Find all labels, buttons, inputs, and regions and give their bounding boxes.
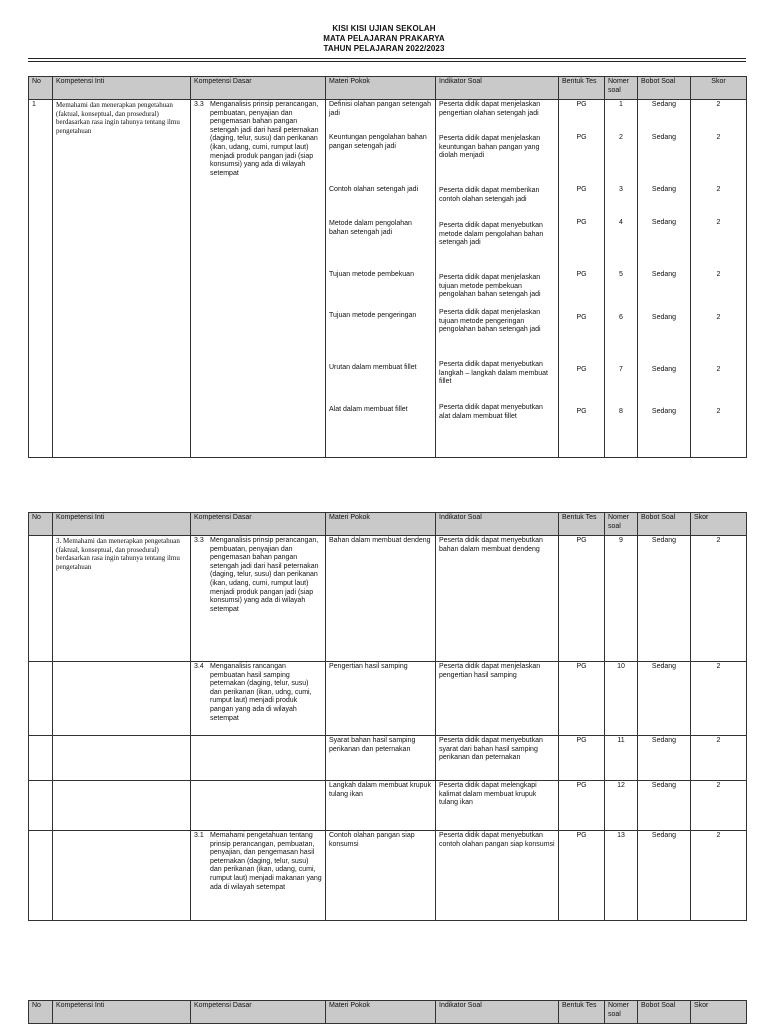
materi-item: Keuntungan pengolahan bahan pangan setengah jadi	[329, 134, 427, 150]
col-materi-pokok: Materi Pokok	[326, 1001, 436, 1024]
col-materi-pokok: Materi Pokok	[326, 77, 436, 100]
nomor-item: 2	[619, 134, 623, 141]
indikator-item: Peserta didik dapat menjelaskan tujuan metode pembekuan pengolahan bahan setengah jadi	[439, 274, 541, 299]
skor-value: 2	[691, 662, 747, 736]
kompetensi-dasar-cell	[191, 736, 326, 781]
indikator-item: Peserta didik dapat menjelaskan tujuan metode pengeringan pengolahan bahan setengah jadi	[439, 309, 541, 334]
materi-item: Tujuan metode pengeringan	[329, 312, 417, 319]
kompetensi-inti-text	[53, 781, 191, 831]
bentuk-value: PG	[559, 831, 605, 921]
col-bentuk-tes: Bentuk Tes	[559, 1001, 605, 1024]
nomor-item: 5	[619, 271, 623, 278]
header-subject: MATA PELAJARAN PRAKARYA	[323, 34, 445, 43]
bobot-item: Sedang	[651, 219, 677, 226]
kd-number: 3.3	[194, 101, 204, 108]
table-row	[29, 536, 747, 662]
bentuk-item: PG	[576, 408, 587, 415]
bobot-item: Sedang	[651, 101, 677, 108]
grid-table-1	[28, 76, 747, 458]
col-bentuk-tes: Bentuk Tes	[559, 77, 605, 100]
indikator-text: Peserta didik dapat menyebutkan bahan dalam membuat dendeng	[436, 536, 559, 662]
col-kompetensi-dasar: Kompetensi Dasar	[191, 1001, 326, 1024]
col-no: No	[29, 77, 53, 100]
col-no: No	[29, 1001, 53, 1024]
col-bobot-soal: Bobot Soal	[638, 513, 691, 536]
kompetensi-dasar-cell	[191, 662, 326, 736]
indikator-text: Peserta didik dapat menyebutkan contoh olahan pangan siap konsumsi	[436, 831, 559, 921]
kd-text: Menganalisis prinsip perancangan, pembuatan, penyajian dan pengemasan bahan pangan setengah jadi dari hasil peternakan (daging, telur, susu) dan perikanan (ikan, udang, cumi, rumput laut) menjadi produk pangan jadi (siap konsumsi) yang ada di wilayah setempat	[210, 537, 319, 613]
col-bobot-soal: Bobot Soal	[638, 77, 691, 100]
bentuk-value: PG	[559, 736, 605, 781]
kompetensi-dasar-cell	[191, 536, 326, 662]
header-rule-bottom	[28, 61, 746, 62]
kompetensi-inti-text	[53, 736, 191, 781]
col-indikator-soal: Indikator Soal	[436, 1001, 559, 1024]
skor-item: 2	[716, 271, 721, 278]
kompetensi-dasar-cell	[191, 831, 326, 921]
kompetensi-inti-text	[53, 662, 191, 736]
bentuk-value: PG	[559, 781, 605, 831]
bentuk-item: PG	[576, 186, 587, 193]
nomor-item: 3	[619, 186, 623, 193]
indikator-item: Peserta didik dapat menjelaskan pengertian olahan setengah jadi	[439, 101, 541, 117]
bobot-item: Sedang	[651, 366, 677, 373]
materi-text: Syarat bahan hasil samping perikanan dan peternakan	[326, 736, 436, 781]
skor-item: 2	[716, 219, 721, 226]
header-year: TAHUN PELAJARAN 2022/2023	[323, 44, 445, 53]
col-skor: Skor	[691, 513, 747, 536]
materi-item: Definisi olahan pangan setengah jadi	[329, 101, 431, 117]
row-number: 1	[29, 100, 53, 458]
materi-stack	[326, 100, 436, 458]
bobot-item: Sedang	[651, 314, 677, 321]
kd-number: 3.3	[194, 537, 204, 544]
indikator-item: Peserta didik dapat menyebutkan alat dalam membuat fillet	[439, 404, 543, 420]
col-nomer-soal: Nomer soal	[605, 1001, 638, 1024]
col-kompetensi-inti: Kompetensi Inti	[53, 1001, 191, 1024]
nomor-value: 12	[605, 781, 638, 831]
materi-text: Pengertian hasil samping	[326, 662, 436, 736]
kd-text: Memahami pengetahuan tentang prinsip perancangan, pembuatan, penyajian, dan pengemasan hasil peternakan (daging, telur, susu) dan perikanan (ikan, udang, cumi, rumput laut) menjadi makanan yang ada di wilayah setempat	[210, 832, 322, 891]
col-nomer-soal: Nomer soal	[605, 77, 638, 100]
skor-item: 2	[716, 186, 721, 193]
col-kompetensi-dasar: Kompetensi Dasar	[191, 513, 326, 536]
skor-item: 2	[716, 314, 721, 321]
col-kompetensi-dasar: Kompetensi Dasar	[191, 77, 326, 100]
materi-text: Langkah dalam membuat krupuk tulang ikan	[326, 781, 436, 831]
col-indikator-soal: Indikator Soal	[436, 77, 559, 100]
table-row	[29, 100, 747, 458]
indikator-text: Peserta didik dapat menjelaskan pengertian hasil samping	[436, 662, 559, 736]
skor-item: 2	[716, 408, 721, 415]
bentuk-item: PG	[576, 271, 587, 278]
indikator-text: Peserta didik dapat melengkapi kalimat dalam membuat krupuk tulang ikan	[436, 781, 559, 831]
materi-item: Metode dalam pengolahan bahan setengah jadi	[329, 220, 412, 236]
materi-item: Contoh olahan setengah jadi	[329, 186, 419, 193]
kd-number: 3.1	[194, 832, 204, 839]
bobot-value: Sedang	[638, 536, 691, 662]
nomor-item: 8	[619, 408, 623, 415]
indikator-item: Peserta didik dapat menyebutkan langkah – langkah dalam membuat fillet	[439, 361, 548, 386]
grid-table-2	[28, 512, 747, 921]
nomor-item: 1	[619, 101, 623, 108]
table-row	[29, 831, 747, 921]
nomor-item: 6	[619, 314, 623, 321]
bobot-value: Sedang	[638, 662, 691, 736]
bentuk-stack	[559, 100, 605, 458]
indikator-stack	[436, 100, 559, 458]
skor-stack	[691, 100, 747, 458]
nomor-value: 9	[605, 536, 638, 662]
header-rule-top	[28, 58, 746, 59]
bentuk-item: PG	[576, 366, 587, 373]
table-header-row	[29, 1001, 747, 1024]
bentuk-item: PG	[576, 219, 587, 226]
bobot-value: Sedang	[638, 831, 691, 921]
kompetensi-dasar-cell	[191, 100, 326, 458]
kompetensi-inti-text: 3. Memahami dan menerapkan pengetahuan (faktual, konseptual, dan prosedural) berdasarkan rasa ingin tahunya tentang ilmu pengetahuan	[53, 536, 191, 662]
skor-item: 2	[716, 101, 721, 108]
materi-item: Alat dalam membuat fillet	[329, 406, 408, 413]
table-row	[29, 662, 747, 736]
bobot-stack	[638, 100, 691, 458]
skor-item: 2	[716, 366, 721, 373]
col-indikator-soal: Indikator Soal	[436, 513, 559, 536]
skor-value: 2	[691, 831, 747, 921]
skor-value: 2	[691, 736, 747, 781]
materi-item: Urutan dalam membuat fillet	[329, 364, 417, 371]
col-no: No	[29, 513, 53, 536]
nomor-stack	[605, 100, 638, 458]
bentuk-value: PG	[559, 536, 605, 662]
col-skor: Skor	[691, 1001, 747, 1024]
materi-text: Bahan dalam membuat dendeng	[326, 536, 436, 662]
kd-number: 3.4	[194, 663, 204, 670]
col-materi-pokok: Materi Pokok	[326, 513, 436, 536]
nomor-value: 13	[605, 831, 638, 921]
table-row	[29, 736, 747, 781]
bentuk-item: PG	[576, 134, 587, 141]
col-bobot-soal: Bobot Soal	[638, 1001, 691, 1024]
nomor-item: 7	[619, 366, 623, 373]
kompetensi-dasar-cell	[191, 781, 326, 831]
nomor-value: 10	[605, 662, 638, 736]
skor-value: 2	[691, 536, 747, 662]
table-row	[29, 781, 747, 831]
grid-table-3	[28, 1000, 747, 1024]
indikator-text: Peserta didik dapat menyebutkan syarat dari bahan hasil samping perikanan dan peternakan	[436, 736, 559, 781]
indikator-item: Peserta didik dapat memberikan contoh olahan setengah jadi	[439, 187, 540, 203]
col-nomer-soal: Nomer soal	[605, 513, 638, 536]
kd-text: Menganalisis rancangan pembuatan hasil samping peternakan (daging, telur, susu) dan perikanan (ikan, udng, cumi, rumput laut) menjadi produk pangan yang ada di wilayah setempat	[210, 663, 312, 722]
indikator-item: Peserta didik dapat menjelaskan keuntungan bahan pangan yang diolah menjadi	[439, 135, 541, 160]
materi-item: Tujuan metode pembekuan	[329, 271, 414, 278]
bobot-item: Sedang	[651, 186, 677, 193]
bentuk-value: PG	[559, 662, 605, 736]
table-header-row	[29, 77, 747, 100]
bobot-value: Sedang	[638, 736, 691, 781]
skor-value: 2	[691, 781, 747, 831]
header-title: KISI KISI UJIAN SEKOLAH	[332, 24, 436, 33]
nomor-value: 11	[605, 736, 638, 781]
table-header-row	[29, 513, 747, 536]
kompetensi-inti-text: Memahami dan menerapkan pengetahuan (faktual, konseptual, dan prosedural) berdasarkan rasa ingin tahunya tentang ilmu pengetahuan	[53, 100, 191, 458]
bentuk-item: PG	[576, 101, 587, 108]
nomor-item: 4	[619, 219, 623, 226]
materi-text: Contoh olahan pangan siap konsumsi	[326, 831, 436, 921]
col-skor: Skor	[691, 77, 747, 100]
bentuk-item: PG	[576, 314, 587, 321]
document-header	[0, 24, 768, 54]
kompetensi-inti-text	[53, 831, 191, 921]
kd-text: Menganalisis prinsip perancangan, pembuatan, penyajian dan pengemasan bahan pangan setengah jadi dari hasil peternakan (daging, telur, susu) dan perikanan (ikan, udang, cumi, rumput laut) menjadi produk pangan jadi (siap konsumsi) yang ada di wilayah setempat	[210, 101, 319, 177]
skor-item: 2	[716, 134, 721, 141]
col-kompetensi-inti: Kompetensi Inti	[53, 77, 191, 100]
col-bentuk-tes: Bentuk Tes	[559, 513, 605, 536]
col-kompetensi-inti: Kompetensi Inti	[53, 513, 191, 536]
bobot-value: Sedang	[638, 781, 691, 831]
indikator-item: Peserta didik dapat menyebutkan metode dalam pengolahan bahan setengah jadi	[439, 222, 544, 247]
bobot-item: Sedang	[651, 134, 677, 141]
bobot-item: Sedang	[651, 271, 677, 278]
bobot-item: Sedang	[651, 408, 677, 415]
